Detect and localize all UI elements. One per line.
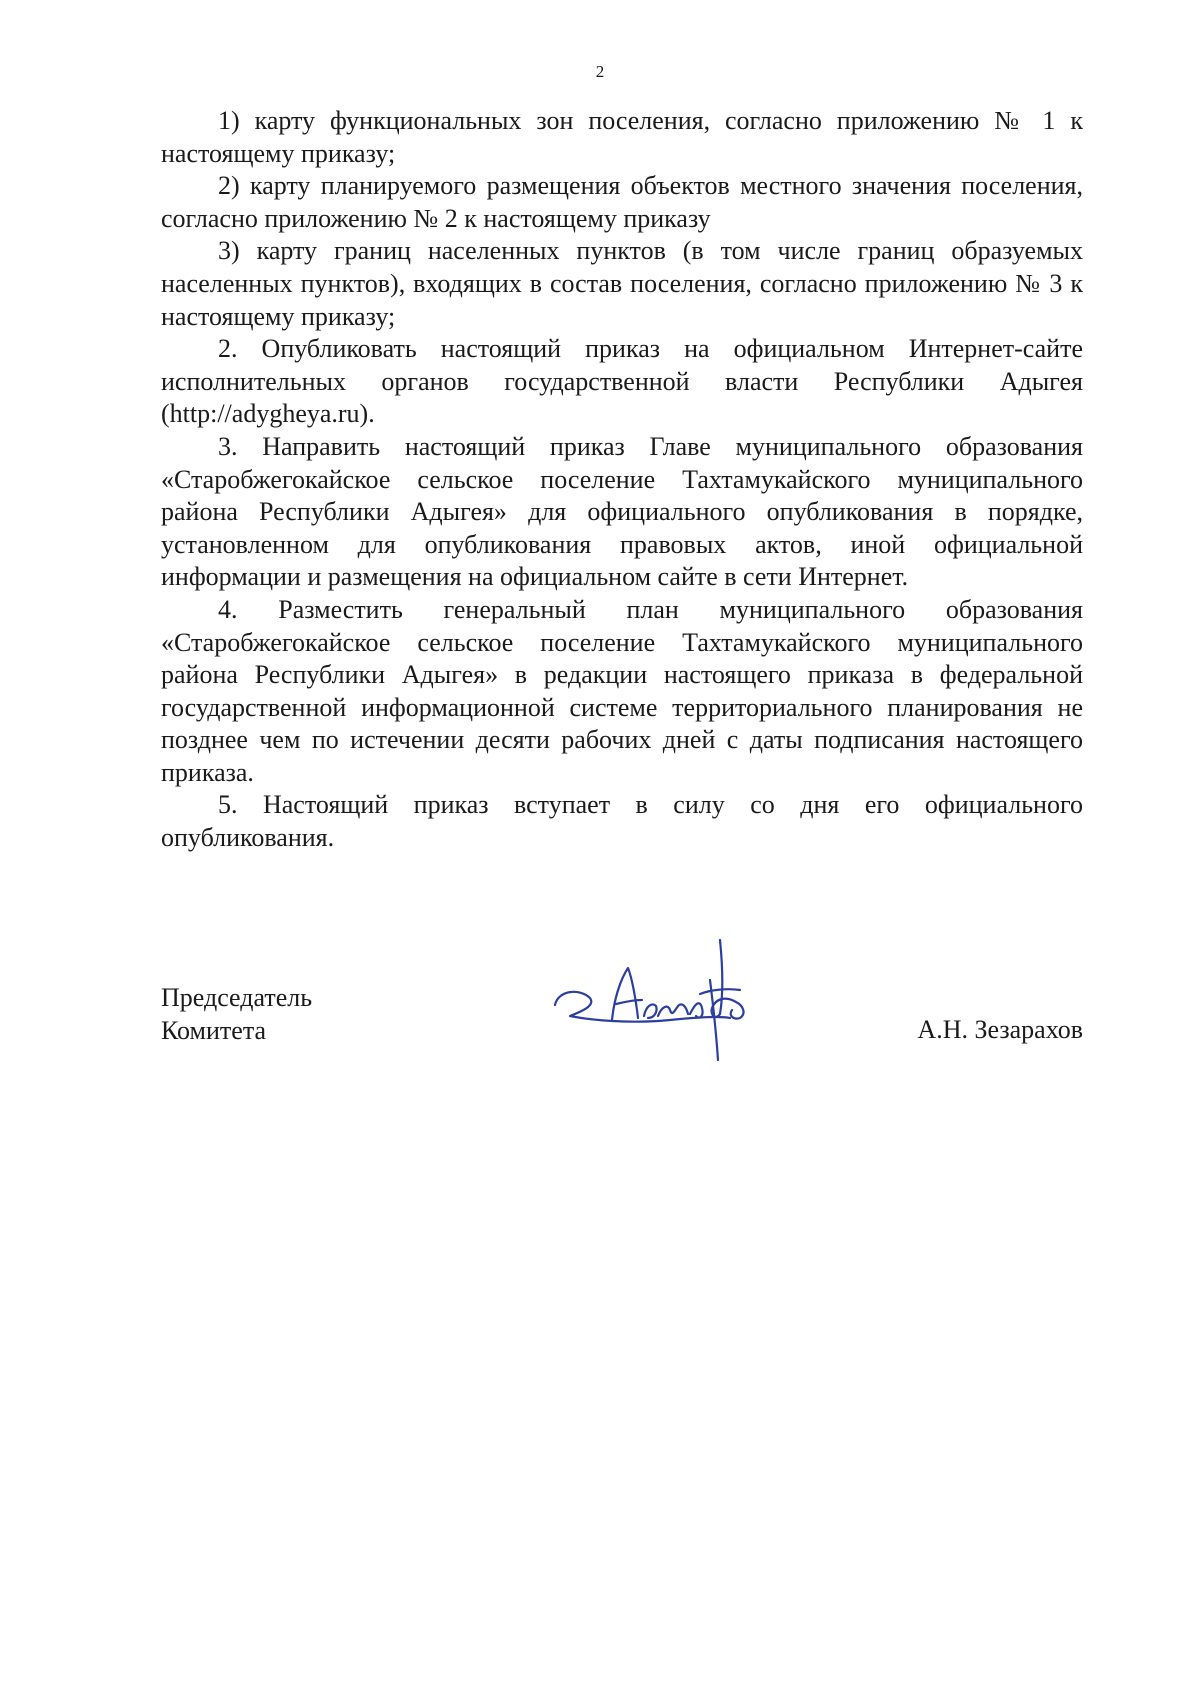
handwritten-signature bbox=[550, 920, 770, 1070]
paragraph-item-1: 1) карту функциональных зон поселения, согласно приложению № 1 к настоящему приказу; bbox=[161, 106, 1083, 168]
signatory-name: А.Н. Зезарахов bbox=[917, 1015, 1083, 1044]
signatory-title-line2: Комитета bbox=[161, 1015, 267, 1045]
paragraph-send-to-head: 3. Направить настоящий приказ Главе муниципального образования «Старобжегокайское сельское поселение Тахтамукайского муниципального района Республики Адыгея» для официального опубликования в порядке, установленном для опубликования правовых актов, иной официальной информации и размещения на официальном сайте в сети Интернет. bbox=[161, 431, 1083, 592]
paragraph-entry-into-force: 5. Настоящий приказ вступает в силу со дня его официального опубликования. bbox=[161, 790, 1083, 853]
document-body bbox=[161, 105, 1083, 855]
signatory-title-line1: Председатель bbox=[161, 983, 313, 1012]
page-number: 2 bbox=[595, 62, 605, 81]
signatory-title bbox=[161, 982, 312, 1047]
paragraph-place-plan: 4. Разместить генеральный план муниципального образования «Старобжегокайское сельское поселение Тахтамукайского муниципального района Республики Адыгея» в редакции настоящего приказа в федеральной государственной информационной системе территориального планирования не позднее чем по истечении десяти рабочих дней с даты подписания настоящего приказа. bbox=[161, 594, 1083, 787]
paragraph-item-3: 3) карту границ населенных пунктов (в том числе границ образуемых населенных пунктов), входящих в состав поселения, согласно приложению № 3 к настоящему приказу; bbox=[161, 236, 1083, 331]
paragraph-item-2: 2) карту планируемого размещения объектов местного значения поселения, согласно приложению № 2 к настоящему приказу bbox=[161, 171, 1083, 233]
paragraph-publish: 2. Опубликовать настоящий приказ на официальном Интернет-сайте исполнительных органов государственной власти Республики Адыгея (http://adygheya.ru). bbox=[161, 334, 1083, 429]
